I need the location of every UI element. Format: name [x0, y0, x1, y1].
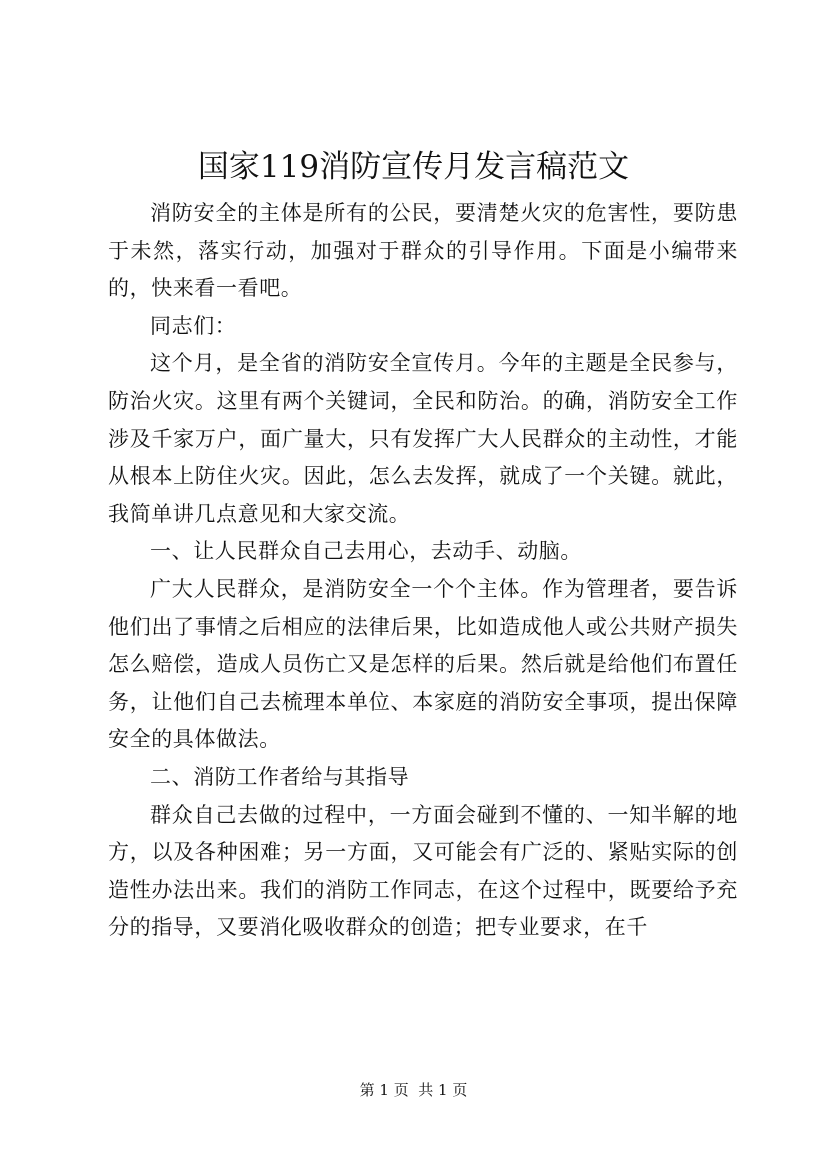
paragraph-intro: 消防安全的主体是所有的公民，要清楚火灾的危害性，要防患于未然，落实行动，加强对于群众的引导作用。下面是小编带来的，快来看一看吧。: [108, 201, 738, 301]
paragraph-theme: 这个月，是全省的消防安全宣传月。今年的主题是全民参与，防治火灾。这里有两个关键词，全民和防治。的确，消防安全工作涉及千家万户，面广量大，只有发挥广大人民群众的主动性，才能从根本上防住火灾。因此，怎么去发挥，就成了一个关键。就此，我简单讲几点意见和大家交流。: [108, 351, 738, 526]
paragraph-section-2: 群众自己去做的过程中，一方面会碰到不懂的、一知半解的地方，以及各种困难；另一方面，又可能会有广泛的、紧贴实际的创造性办法出来。我们的消防工作同志，在这个过程中，既要给予充分的指导，又要消化吸收群众的创造；把专业要求，在千: [108, 802, 738, 940]
document-body: [108, 195, 738, 947]
section-heading-2: 二、消防工作者给与其指导: [150, 764, 410, 789]
paragraph-section-1: 广大人民群众，是消防安全一个个主体。作为管理者，要告诉他们出了事情之后相应的法律后果，比如造成他人或公共财产损失怎么赔偿，造成人员伤亡又是怎样的后果。然后就是给他们布置任务，让他们自己去梳理本单位、本家庭的消防安全事项，提出保障安全的具体做法。: [108, 576, 738, 752]
paragraph-salutation: 同志们：: [150, 313, 237, 338]
document-title: 国家119消防宣传月发言稿范文: [197, 149, 630, 185]
page-footer: [0, 1080, 827, 1100]
section-heading-1: 一、让人民群众自己去用心，去动手、动脑。: [150, 539, 582, 564]
page-number-label: 第 1 页 共 1 页: [359, 1081, 468, 1099]
